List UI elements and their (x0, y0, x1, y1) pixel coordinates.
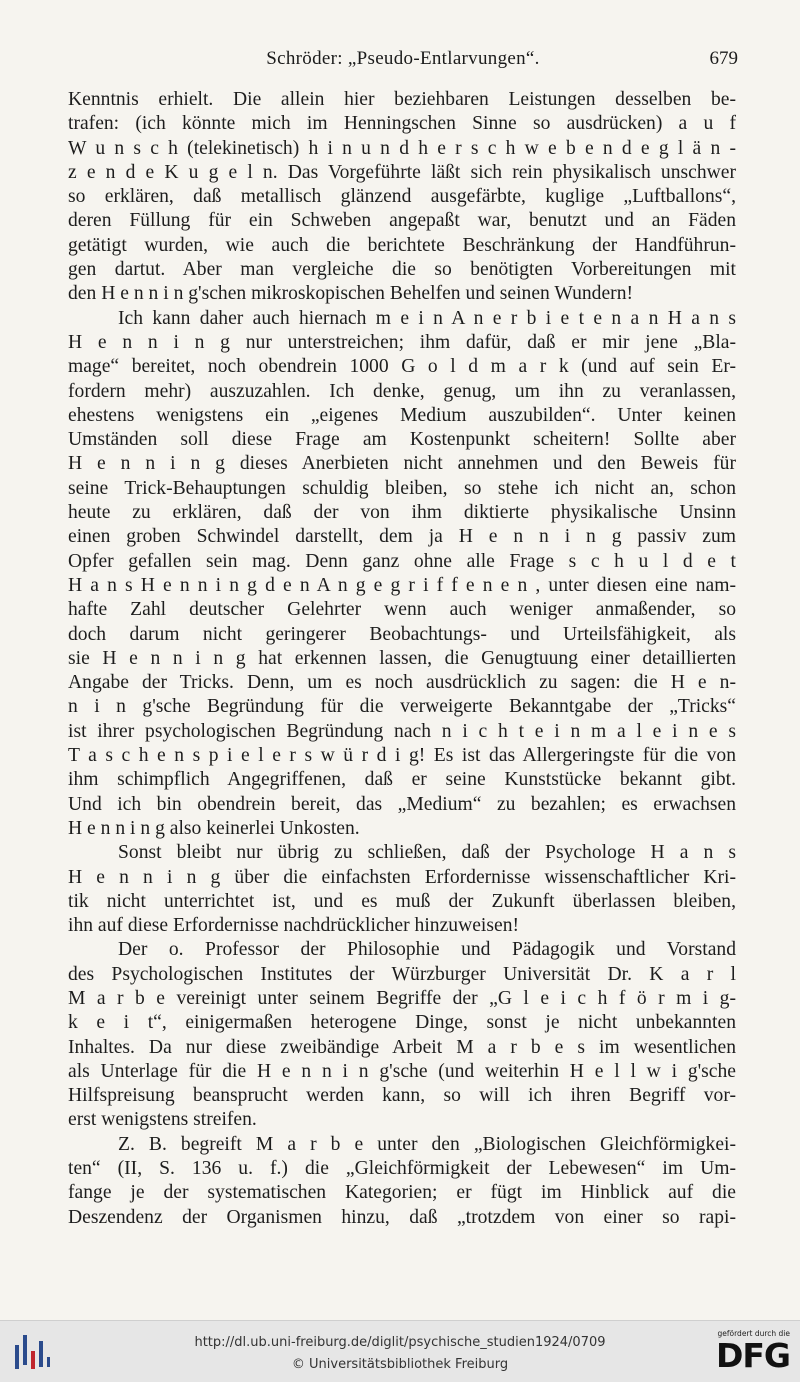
text-line: mage“ bereitet, noch obendrein 1000 G o l d m a r k (und auf sein Er- (68, 356, 736, 378)
text-line: H e n n i n g dieses Anerbieten nicht annehmen und den Beweis für (68, 453, 736, 475)
text-line: Sonst bleibt nur übrig zu schließen, daß der Psychologe H a n s (118, 842, 736, 864)
text-line: W u n s c h (telekinetisch) h i n u n d h e r s c h w e b e n d e g l ä n - (68, 137, 736, 159)
text-line: Umständen soll diese Frage am Kostenpunkt scheitern! Sollte aber (68, 429, 736, 451)
text-line: Ich kann daher auch hiernach m e i n A n e r b i e t e n a n H a n s (118, 307, 736, 329)
text-line: Angabe der Tricks. Denn, um es noch ausdrücklich zu sagen: die H e n- (68, 672, 736, 694)
dfg-wordmark: DFG (715, 1336, 790, 1375)
text-line: M a r b e vereinigt unter seinem Begriffe der „G l e i c h f ö r m i g- (68, 987, 736, 1009)
text-line: Inhaltes. Da nur diese zweibändige Arbeit M a r b e s im wesentlichen (68, 1036, 736, 1058)
text-line: ehestens wenigstens ein „eigenes Medium auszubilden“. Unter keinen (68, 404, 736, 426)
text-line: deren Füllung für ein Schweben angepaßt war, benutzt und an Fäden (68, 210, 736, 232)
text-line: des Psychologischen Institutes der Würzburger Universität Dr. K a r l (68, 963, 736, 985)
text-line: Z. B. begreift M a r b e unter den „Biologischen Gleichförmigkei- (118, 1133, 736, 1155)
body-text (68, 88, 736, 1230)
copyright-notice: © Universitätsbibliothek Freiburg (291, 1357, 509, 1372)
text-line: Kenntnis erhielt. Die allein hier beziehbaren Leistungen desselben be- (68, 89, 736, 110)
text-line: Und ich bin obendrein bereit, das „Medium“ zu bezahlen; es erwachsen (68, 793, 736, 815)
text-line: k e i t“, einigermaßen heterogene Dinge, sonst je nicht unbekannten (68, 1012, 736, 1034)
text-line: ihn auf diese Erfordernisse nachdrücklicher hinzuweisen! (68, 915, 520, 937)
text-line: H e n n i n g also keinerlei Unkosten. (68, 817, 360, 839)
text-line: H e n n i n g über die einfachsten Erfordernisse wissenschaftlicher Kri- (68, 866, 736, 888)
running-header (68, 48, 738, 78)
text-line: hafte Zahl deutscher Gelehrter wenn auch weniger anmaßender, so (68, 599, 736, 621)
text-line: doch darum nicht geringerer Beobachtungs- und Urteilsfähigkeit, als (68, 623, 736, 645)
viewer-footer (0, 1320, 800, 1382)
text-line: Opfer gefallen sein mag. Denn ganz ohne alle Frage s c h u l d e t (68, 550, 736, 572)
source-url[interactable]: http://dl.ub.uni-freiburg.de/diglit/psychische_studien1924/0709 (194, 1335, 606, 1350)
text-line: ihm schimpflich Angegriffenen, daß er seine Kunststücke bekannt gibt. (68, 769, 736, 791)
text-line: als Unterlage für die H e n n i n g'sche (und weiterhin H e l l w i g'sche (68, 1060, 736, 1082)
text-line: heute zu erklären, daß der von ihm diktierte physikalische Unsinn (68, 502, 736, 524)
text-line: n i n g'sche Begründung für die verweigerte Bekanntgabe der „Tricks“ (68, 696, 736, 718)
running-title: Schröder: „Pseudo-Entlarvungen“. (266, 48, 540, 69)
text-line: fordern mehr) auszuzahlen. Ich denke, genug, um ihn zu veranlassen, (68, 380, 736, 402)
text-line: Der o. Professor der Philosophie und Pädagogik und Vorstand (118, 939, 736, 961)
text-line: erst wenigstens streifen. (68, 1109, 257, 1131)
text-line: T a s c h e n s p i e l e r s w ü r d i g! Es ist das Allergeringste für die von (68, 745, 736, 767)
text-line: so erklären, daß metallisch glänzend ausgefärbte, kuglige „Luftballons“, (68, 186, 736, 208)
text-line: H e n n i n g nur unterstreichen; ihm dafür, daß er mir jene „Bla- (68, 331, 736, 353)
text-line: gen dartut. Aber man vergleiche die so benötigten Vorbereitungen mit (68, 259, 736, 281)
text-line: einen groben Schwindel darstellt, dem ja H e n n i n g passiv zum (68, 526, 736, 548)
page-number: 679 (709, 48, 738, 69)
text-line: Hilfspreisung beansprucht werden kann, so will ich ihren Begriff vor- (68, 1085, 736, 1107)
text-line: z e n d e K u g e l n. Das Vorgeführte läßt sich rein physikalisch unschwer (68, 161, 736, 183)
text-line: fange je der systematischen Kategorien; er fügt im Hinblick auf die (68, 1182, 736, 1204)
text-line: Deszendenz der Organismen hinzu, daß „trotzdem von einer so rapi- (68, 1206, 736, 1228)
text-line: den H e n n i n g'schen mikroskopischen Behelfen und seinen Wundern! (68, 283, 634, 305)
dfg-tagline: gefördert durch die (717, 1329, 790, 1338)
text-line: H a n s H e n n i n g d e n A n g e g r i f f e n e n , unter diesen eine nam- (68, 574, 736, 596)
dfg-logo-icon (706, 1329, 790, 1377)
text-line: tik nicht unterrichtet ist, und es muß der Zukunft überlassen bleiben, (68, 890, 736, 912)
text-line: seine Trick-Behauptungen schuldig bleiben, so stehe ich nicht an, schon (68, 477, 736, 499)
text-line: getätigt wurden, wie auch die berichtete Beschränkung der Handführun- (68, 234, 736, 256)
text-line: ten“ (II, S. 136 u. f.) die „Gleichförmigkeit der Lebewesen“ im Um- (68, 1158, 736, 1180)
text-line: sie H e n n i n g hat erkennen lassen, die Genugtuung einer detaillierten (68, 647, 736, 669)
text-line: ist ihrer psychologischen Begründung nach n i c h t e i n m a l e i n e s (68, 720, 736, 742)
text-line: trafen: (ich könnte mich im Henningschen Sinne so ausdrücken) a u f (68, 113, 736, 135)
